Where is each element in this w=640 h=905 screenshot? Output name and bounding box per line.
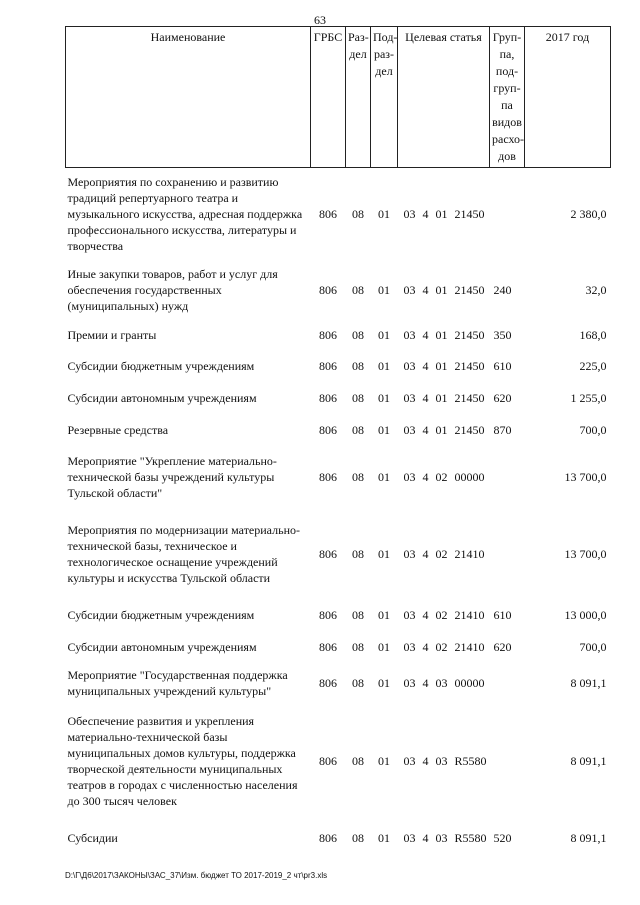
table-row bbox=[66, 414, 611, 446]
table-row bbox=[66, 260, 611, 320]
row-name: Субсидии автономным учреждениям bbox=[67, 639, 257, 654]
row-grbs: 806 bbox=[319, 470, 337, 484]
table-row bbox=[66, 168, 611, 260]
table-row bbox=[66, 703, 611, 819]
table-row bbox=[66, 509, 611, 599]
row-vid: 350 bbox=[493, 327, 512, 342]
row-podrazdel: 01 bbox=[378, 546, 390, 561]
row-razdel: 08 bbox=[352, 390, 364, 405]
row-name: Субсидии бюджетным учреждениям bbox=[67, 358, 255, 373]
row-target: 03 4 01 21450 bbox=[403, 282, 485, 297]
row-grbs: 806 bbox=[319, 607, 337, 622]
row-vid: 610 bbox=[493, 358, 512, 373]
row-amount: 225,0 bbox=[579, 358, 607, 373]
row-podrazdel: 01 bbox=[378, 282, 390, 297]
budget-table bbox=[65, 26, 611, 857]
row-vid: 610 bbox=[493, 607, 512, 622]
row-podrazdel: 01 bbox=[378, 830, 390, 845]
row-vid bbox=[490, 703, 525, 819]
row-grbs: 806 bbox=[319, 546, 337, 561]
table-row bbox=[66, 320, 611, 350]
row-amount: 700,0 bbox=[579, 422, 607, 437]
header-razdel: Раз- дел bbox=[346, 27, 371, 168]
table-row bbox=[66, 599, 611, 631]
table-row bbox=[66, 631, 611, 663]
row-amount: 8 091,1 bbox=[570, 753, 607, 768]
row-razdel: 08 bbox=[352, 753, 364, 768]
row-razdel: 08 bbox=[352, 675, 364, 690]
row-amount: 700,0 bbox=[579, 639, 607, 654]
row-razdel: 08 bbox=[352, 422, 364, 437]
row-vid: 520 bbox=[493, 830, 512, 845]
row-grbs: 806 bbox=[319, 282, 337, 297]
row-grbs: 806 bbox=[319, 675, 337, 690]
table-body bbox=[66, 168, 611, 857]
row-target: 03 4 01 21450 bbox=[403, 327, 485, 342]
row-target: 03 4 01 21450 bbox=[403, 422, 485, 437]
row-razdel: 08 bbox=[352, 639, 364, 654]
row-name: Мероприятие "Укрепление материально-технической базы учреждений культуры Тульской области" bbox=[67, 454, 277, 500]
row-podrazdel: 01 bbox=[378, 639, 390, 654]
row-amount: 8 091,1 bbox=[570, 675, 607, 690]
header-podrazdel: Под- раз- дел bbox=[371, 27, 398, 168]
table-row bbox=[66, 819, 611, 857]
row-target: 03 4 01 21450 bbox=[403, 390, 485, 405]
row-name: Премии и гранты bbox=[67, 327, 157, 342]
row-amount: 13 000,0 bbox=[564, 607, 607, 622]
row-name: Мероприятия по модернизации материально-технической базы, техническое и технологическое оснащение учреждений культуры и искусства Тульской области bbox=[67, 522, 300, 585]
header-name: Наименование bbox=[66, 27, 311, 168]
table-row bbox=[66, 382, 611, 414]
row-razdel: 08 bbox=[352, 327, 364, 342]
row-name: Обеспечение развития и укрепления материально-технической базы муниципальных домов культуры, поддержка творческой деятельности муниципальных театров в городах с численностью населения до 300 тысяч человек bbox=[67, 713, 298, 808]
row-razdel: 08 bbox=[352, 358, 364, 373]
row-vid bbox=[490, 509, 525, 599]
row-vid bbox=[490, 663, 525, 703]
row-target: 03 4 03 R5580 bbox=[403, 830, 487, 845]
row-target: 03 4 01 21450 bbox=[403, 358, 485, 373]
row-vid: 240 bbox=[493, 282, 512, 297]
header-amount: 2017 год bbox=[525, 27, 611, 168]
table-header-row bbox=[66, 27, 611, 168]
row-grbs: 806 bbox=[319, 358, 337, 373]
row-razdel: 08 bbox=[352, 546, 364, 561]
file-path-footer: D:\Г\Д6\2017\ЗАКОНЫ\ЗАС_37\Изм. бюджет ТО 2017-2019_2 чт\pr3.xls bbox=[65, 871, 328, 880]
row-podrazdel: 01 bbox=[378, 470, 390, 484]
row-target: 03 4 03 00000 bbox=[403, 675, 485, 690]
row-amount: 1 255,0 bbox=[570, 390, 607, 405]
row-amount: 2 380,0 bbox=[570, 206, 607, 221]
row-name: Резервные средства bbox=[67, 422, 169, 437]
row-vid: 620 bbox=[493, 390, 512, 405]
row-amount: 13 700,0 bbox=[564, 470, 607, 484]
row-name: Субсидии автономным учреждениям bbox=[67, 390, 257, 405]
row-grbs: 806 bbox=[319, 422, 337, 437]
header-vid: Груп- па, под- груп- па видов расхо- дов bbox=[490, 27, 525, 168]
row-podrazdel: 01 bbox=[378, 390, 390, 405]
row-name: Иные закупки товаров, работ и услуг для обеспечения государственных (муниципальных) нужд bbox=[67, 266, 278, 313]
header-grbs: ГРБС bbox=[311, 27, 346, 168]
row-grbs: 806 bbox=[319, 390, 337, 405]
row-grbs: 806 bbox=[319, 327, 337, 342]
row-vid bbox=[490, 168, 525, 260]
row-name: Мероприятия по сохранению и развитию традиций репертуарного театра и музыкального искусства, адресная поддержка профессионального искусства, литературы и творчества bbox=[67, 174, 303, 253]
row-podrazdel: 01 bbox=[378, 206, 390, 221]
row-grbs: 806 bbox=[319, 753, 337, 768]
row-razdel: 08 bbox=[352, 282, 364, 297]
row-razdel: 08 bbox=[352, 830, 364, 845]
row-name: Мероприятие "Государственная поддержка муниципальных учреждений культуры" bbox=[67, 667, 288, 698]
table-row bbox=[66, 663, 611, 703]
row-name: Субсидии bbox=[67, 830, 118, 845]
row-razdel: 08 bbox=[352, 470, 364, 484]
row-amount: 13 700,0 bbox=[564, 546, 607, 561]
row-podrazdel: 01 bbox=[378, 327, 390, 342]
row-vid: 870 bbox=[493, 422, 512, 437]
row-name: Субсидии бюджетным учреждениям bbox=[67, 607, 255, 622]
row-vid: 620 bbox=[493, 639, 512, 654]
row-podrazdel: 01 bbox=[378, 358, 390, 373]
row-vid bbox=[490, 446, 525, 509]
row-podrazdel: 01 bbox=[378, 422, 390, 437]
row-target: 03 4 03 R5580 bbox=[403, 753, 487, 768]
row-podrazdel: 01 bbox=[378, 675, 390, 690]
row-amount: 8 091,1 bbox=[570, 830, 607, 845]
row-target: 03 4 02 21410 bbox=[403, 546, 485, 561]
row-razdel: 08 bbox=[352, 607, 364, 622]
row-target: 03 4 02 21410 bbox=[403, 639, 485, 654]
table-row bbox=[66, 446, 611, 509]
row-target: 03 4 01 21450 bbox=[403, 206, 485, 221]
table-row bbox=[66, 350, 611, 382]
row-grbs: 806 bbox=[319, 639, 337, 654]
row-podrazdel: 01 bbox=[378, 607, 390, 622]
row-podrazdel: 01 bbox=[378, 753, 390, 768]
row-grbs: 806 bbox=[319, 206, 337, 221]
row-amount: 168,0 bbox=[579, 327, 607, 342]
row-amount: 32,0 bbox=[585, 282, 607, 297]
row-razdel: 08 bbox=[352, 206, 364, 221]
page-number: 63 bbox=[314, 13, 326, 27]
row-target: 03 4 02 21410 bbox=[403, 607, 485, 622]
header-target: Целевая статья bbox=[398, 27, 490, 168]
row-target: 03 4 02 00000 bbox=[403, 470, 485, 484]
row-grbs: 806 bbox=[319, 830, 337, 845]
